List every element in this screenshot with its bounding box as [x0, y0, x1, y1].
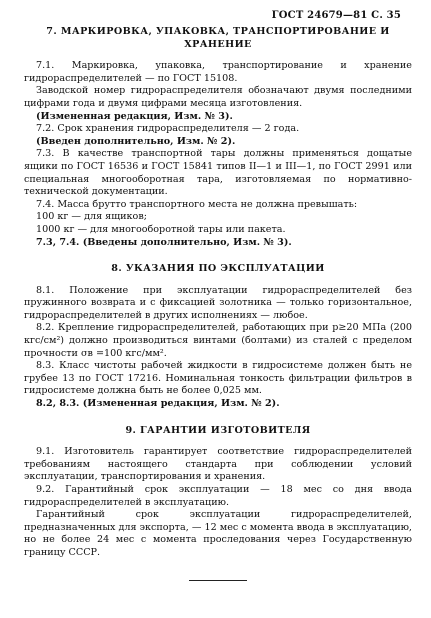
amendment-7-2: (Введен дополнительно, Изм. № 2).	[36, 135, 236, 147]
para-9-2: 9.2. Гарантийный срок эксплуатации — 18 мес со дня ввода гидрораспределителей в эксплуатацию.	[24, 484, 412, 508]
para-7-1-note: Заводской номер гидрораспределителя обозначают двумя последними цифрами года и двумя цифрами месяца изготовления.	[24, 85, 412, 109]
para-7-4-pallets: 1000 кг — для многооборотной тары или пакета.	[36, 223, 286, 235]
para-7-2: 7.2. Срок хранения гидрораспределителя — 2 года.	[36, 123, 300, 135]
para-7-4: 7.4. Масса брутто транспортного места не должна превышать:	[36, 198, 358, 210]
para-8-1: 8.1. Положение при эксплуатации гидрораспределителей без пружинного возврата и с фиксацией золотника — только горизонтальное, гидрораспределителей в других исполнениях — любое.	[24, 284, 412, 321]
para-8-2: 8.2. Крепление гидрораспределителей, работающих при p≥20 МПа (200 кгс/см²) должно производиться винтами (болтами) из сталей с пределом прочности σв =100 кгс/мм².	[24, 322, 412, 359]
amendment-8-2-8-3: 8.2, 8.3. (Измененная редакция, Изм. № 2).	[36, 398, 280, 410]
page-header: ГОСТ 24679—81 С. 35	[271, 10, 401, 21]
para-7-1: 7.1. Маркировка, упаковка, транспортирование и хранение гидрораспределителей — по ГОСТ 15108.	[24, 60, 412, 84]
section-9-title: 9. ГАРАНТИИ ИЗГОТОВИТЕЛЯ	[125, 424, 311, 436]
document-body	[24, 26, 412, 581]
para-8-3: 8.3. Класс чистоты рабочей жидкости в гидросистеме должен быть не грубее 13 по ГОСТ 17216. Номинальная тонкость фильтрации фильтров в гидросистеме должна быть не более 0,025 мм.	[24, 360, 412, 397]
para-9-2-export: Гарантийный срок эксплуатации гидрораспределителей, предназначенных для экспорта, — 12 мес с момента ввода в эксплуатацию, но не более 24 мес с момента проследования через Государственную границу СССР.	[24, 509, 412, 558]
end-rule	[189, 580, 247, 581]
para-9-1: 9.1. Изготовитель гарантирует соответствие гидрораспределителей требованиям настоящего стандарта при соблюдении условий эксплуатации, транспортирования и хранения.	[24, 446, 412, 483]
section-8-title: 8. УКАЗАНИЯ ПО ЭКСПЛУАТАЦИИ	[111, 263, 325, 275]
para-7-4-boxes: 100 кг — для ящиков;	[36, 211, 147, 223]
para-7-3: 7.3. В качестве транспортной тары должны применяться дощатые ящики по ГОСТ 16536 и ГОСТ 15841 типов II—1 и III—1, по ГОСТ 2991 или специальная многооборотная тара, изготовляемая по нормативно-технической документации.	[24, 148, 412, 198]
amendment-7-3-7-4: 7.3, 7.4. (Введены дополнительно, Изм. № 3).	[36, 236, 292, 248]
amendment-7-1: (Измененная редакция, Изм. № 3).	[36, 110, 233, 122]
section-7-title: 7. МАРКИРОВКА, УПАКОВКА, ТРАНСПОРТИРОВАНИЕ И ХРАНЕНИЕ	[46, 26, 390, 50]
